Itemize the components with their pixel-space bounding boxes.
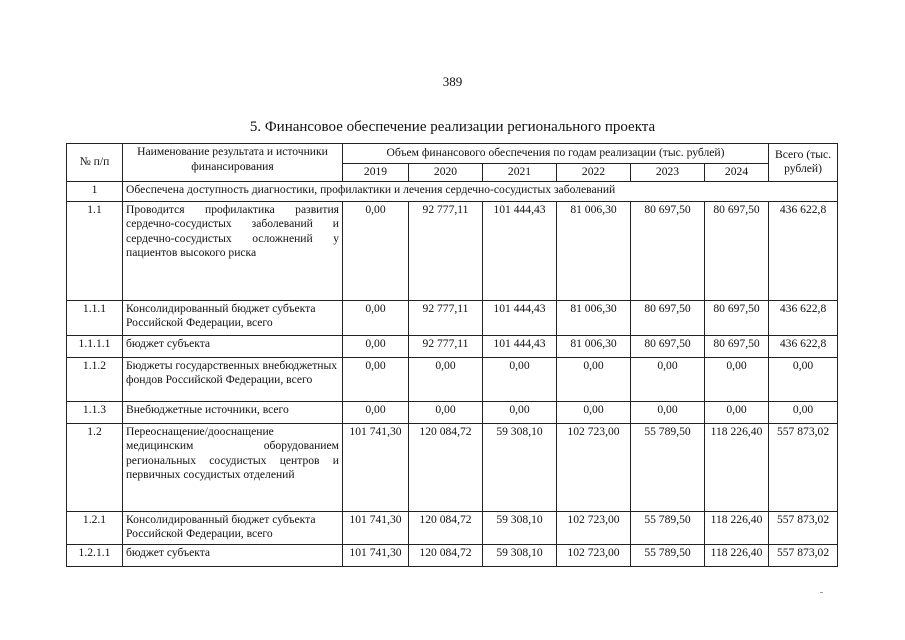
table-row [67,511,838,544]
row-number: 1.2.1 [67,511,123,544]
row-value-2021: 101 444,43 [483,335,557,357]
row-value-2019: 0,00 [343,201,409,300]
row-total: 557 873,02 [769,423,838,511]
row-value-2019: 101 741,30 [343,511,409,544]
row-value-2024: 118 226,40 [705,511,769,544]
row-value-2023: 55 789,50 [631,511,705,544]
row-number: 1.1.2 [67,357,123,401]
header-total: Всего (тыс. рублей) [769,144,838,182]
row-number: 1.1.3 [67,401,123,423]
section-row [67,181,838,201]
row-value-2021: 59 308,10 [483,511,557,544]
row-value-2021: 59 308,10 [483,423,557,511]
table-row [67,357,838,401]
row-value-2022: 102 723,00 [557,423,631,511]
row-value-2021: 0,00 [483,401,557,423]
row-value-2020: 120 084,72 [409,544,483,566]
row-value-2022: 81 006,30 [557,300,631,335]
header-name: Наименование результата и источники финансирования [123,144,343,182]
row-total: 436 622,8 [769,201,838,300]
row-value-2022: 81 006,30 [557,201,631,300]
row-value-2023: 80 697,50 [631,300,705,335]
row-total: 557 873,02 [769,511,838,544]
row-value-2023: 55 789,50 [631,544,705,566]
row-name: Внебюджетные источники, всего [123,401,343,423]
row-value-2020: 0,00 [409,357,483,401]
table-row [67,335,838,357]
row-value-2021: 59 308,10 [483,544,557,566]
table-row [67,201,838,300]
row-value-2023: 0,00 [631,357,705,401]
header-year: 2022 [557,164,631,182]
row-value-2021: 101 444,43 [483,300,557,335]
row-value-2019: 101 741,30 [343,544,409,566]
row-value-2022: 81 006,30 [557,335,631,357]
row-value-2019: 0,00 [343,401,409,423]
scan-mark [820,592,823,593]
row-value-2019: 0,00 [343,357,409,401]
row-value-2019: 0,00 [343,300,409,335]
table-row [67,300,838,335]
row-value-2020: 92 777,11 [409,335,483,357]
page-number: 389 [442,74,463,89]
table-row [67,544,838,566]
header-year: 2024 [705,164,769,182]
table-row [67,423,838,511]
row-name: Консолидированный бюджет субъекта Российской Федерации, всего [123,300,343,335]
row-value-2023: 80 697,50 [631,201,705,300]
row-name: Переоснащение/дооснащение медицинским оборудованием региональных сосудистых центров и первичных сосудистых отделений [123,423,343,511]
header-year: 2020 [409,164,483,182]
header-row [67,144,838,164]
row-total: 436 622,8 [769,335,838,357]
financing-table [66,143,838,567]
row-total: 557 873,02 [769,544,838,566]
row-name: бюджет субъекта [123,335,343,357]
row-value-2022: 102 723,00 [557,544,631,566]
row-name: Консолидированный бюджет субъекта Российской Федерации, всего [123,511,343,544]
row-value-2020: 92 777,11 [409,300,483,335]
table-row [67,401,838,423]
row-value-2023: 55 789,50 [631,423,705,511]
row-value-2020: 92 777,11 [409,201,483,300]
row-value-2024: 80 697,50 [705,335,769,357]
row-value-2020: 120 084,72 [409,423,483,511]
row-value-2021: 0,00 [483,357,557,401]
row-value-2019: 0,00 [343,335,409,357]
row-name: Проводится профилактика развития сердечно-сосудистых заболеваний и сердечно-сосудистых осложнений у пациентов высокого риска [123,201,343,300]
section-name: Обеспечена доступность диагностики, профилактики и лечения сердечно-сосудистых заболеваний [123,181,838,201]
row-number: 1.1 [67,201,123,300]
row-value-2023: 80 697,50 [631,335,705,357]
row-name: бюджет субъекта [123,544,343,566]
row-value-2024: 118 226,40 [705,544,769,566]
row-name: Бюджеты государственных внебюджетных фондов Российской Федерации, всего [123,357,343,401]
row-value-2020: 120 084,72 [409,511,483,544]
row-total: 436 622,8 [769,300,838,335]
row-value-2019: 101 741,30 [343,423,409,511]
row-number: 1.2 [67,423,123,511]
row-value-2023: 0,00 [631,401,705,423]
row-value-2022: 102 723,00 [557,511,631,544]
row-total: 0,00 [769,401,838,423]
row-total: 0,00 [769,357,838,401]
row-number: 1.1.1 [67,300,123,335]
row-number: 1.1.1.1 [67,335,123,357]
row-value-2024: 0,00 [705,401,769,423]
row-value-2022: 0,00 [557,401,631,423]
header-volume: Объем финансового обеспечения по годам реализации (тыс. рублей) [343,144,769,164]
row-number: 1.2.1.1 [67,544,123,566]
header-number: № п/п [67,144,123,182]
row-value-2021: 101 444,43 [483,201,557,300]
header-year: 2019 [343,164,409,182]
section-title: 5. Финансовое обеспечение реализации регионального проекта [249,119,656,135]
row-value-2024: 80 697,50 [705,300,769,335]
header-year: 2021 [483,164,557,182]
row-value-2022: 0,00 [557,357,631,401]
row-value-2024: 118 226,40 [705,423,769,511]
section-number: 1 [67,181,123,201]
row-value-2020: 0,00 [409,401,483,423]
header-year: 2023 [631,164,705,182]
row-value-2024: 0,00 [705,357,769,401]
row-value-2024: 80 697,50 [705,201,769,300]
